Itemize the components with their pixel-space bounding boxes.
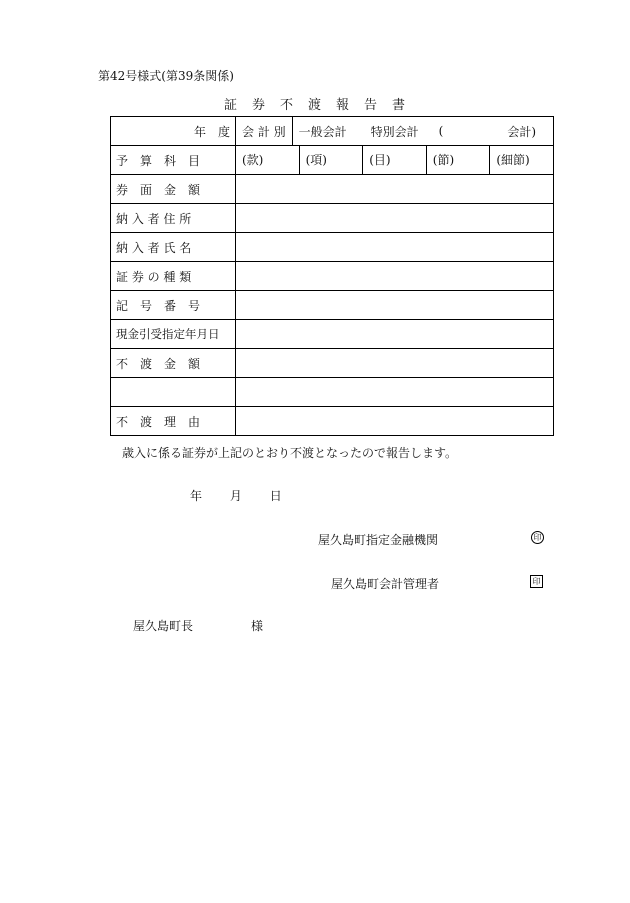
account-divider — [292, 117, 293, 145]
kaikei-label: 会 計 別 — [242, 124, 286, 139]
general-account: 一般会計 — [298, 124, 347, 139]
row-value — [236, 233, 554, 262]
budget-kan: (款) — [236, 146, 300, 174]
row-label-security-type: 証 券 の 種 類 — [111, 262, 236, 291]
table-row — [111, 349, 554, 378]
row-label-payer-name: 納 入 者 氏 名 — [111, 233, 236, 262]
row-label-payer-address: 納 入 者 住 所 — [111, 204, 236, 233]
special-account: 特別会計 — [370, 124, 419, 139]
table-row — [111, 233, 554, 262]
row-value — [236, 291, 554, 320]
row-value — [236, 378, 554, 407]
budget-label — [111, 146, 236, 175]
row-label-cash-date: 現金引受指定年月日 — [111, 320, 236, 349]
budget-saisetsu: (細節) — [496, 153, 530, 167]
row-label-dishonor-amount: 不 渡 金 額 — [111, 349, 236, 378]
budget-setsu: (節) — [427, 146, 491, 174]
table-row — [111, 204, 554, 233]
table-row — [111, 407, 554, 436]
form-code: 第42号様式(第39条関係) — [98, 69, 234, 83]
budget-kou: (項) — [300, 146, 364, 174]
date-year: 年 — [190, 489, 203, 503]
table-row — [111, 320, 554, 349]
account-cell — [236, 117, 554, 146]
row-label-symbol-number: 記 号 番 号 — [111, 291, 236, 320]
budget-items — [236, 146, 554, 175]
institution-name: 屋久島町指定金融機関 — [318, 533, 439, 547]
table-row — [111, 175, 554, 204]
table-row — [111, 291, 554, 320]
row-value — [236, 320, 554, 349]
mayor-name: 屋久島町長 — [133, 619, 194, 633]
row-value — [236, 204, 554, 233]
nendo-label: 年 度 — [111, 117, 236, 146]
row-label-dishonor-reason: 不 渡 理 由 — [111, 407, 236, 436]
date-month: 月 — [229, 489, 242, 503]
mayor-honorific: 様 — [251, 619, 264, 633]
row-value — [236, 349, 554, 378]
institution-seal-icon: 印 — [531, 531, 544, 544]
manager-name: 屋久島町会計管理者 — [331, 577, 440, 591]
row-value — [236, 262, 554, 291]
table-row-budget — [111, 146, 554, 175]
budget-label-text: 予 算 科 目 — [116, 153, 201, 168]
table-row — [111, 378, 554, 407]
budget-moku: (目) — [363, 146, 427, 174]
report-table — [110, 116, 554, 436]
table-row-nendo — [111, 117, 554, 146]
row-value — [236, 407, 554, 436]
date-day: 日 — [269, 489, 282, 503]
manager-seal-icon: 印 — [530, 575, 543, 588]
special-close: 会計) — [507, 124, 537, 139]
row-label-face-amount: 券 面 金 額 — [111, 175, 236, 204]
row-label-blank — [111, 378, 236, 407]
row-value — [236, 175, 554, 204]
statement-text: 歳入に係る証券が上記のとおり不渡となったので報告します。 — [122, 446, 458, 460]
table-row — [111, 262, 554, 291]
special-open-paren: ( — [438, 124, 444, 138]
document-title: 証 券 不 渡 報 告 書 — [223, 98, 406, 113]
date-line — [190, 487, 306, 504]
